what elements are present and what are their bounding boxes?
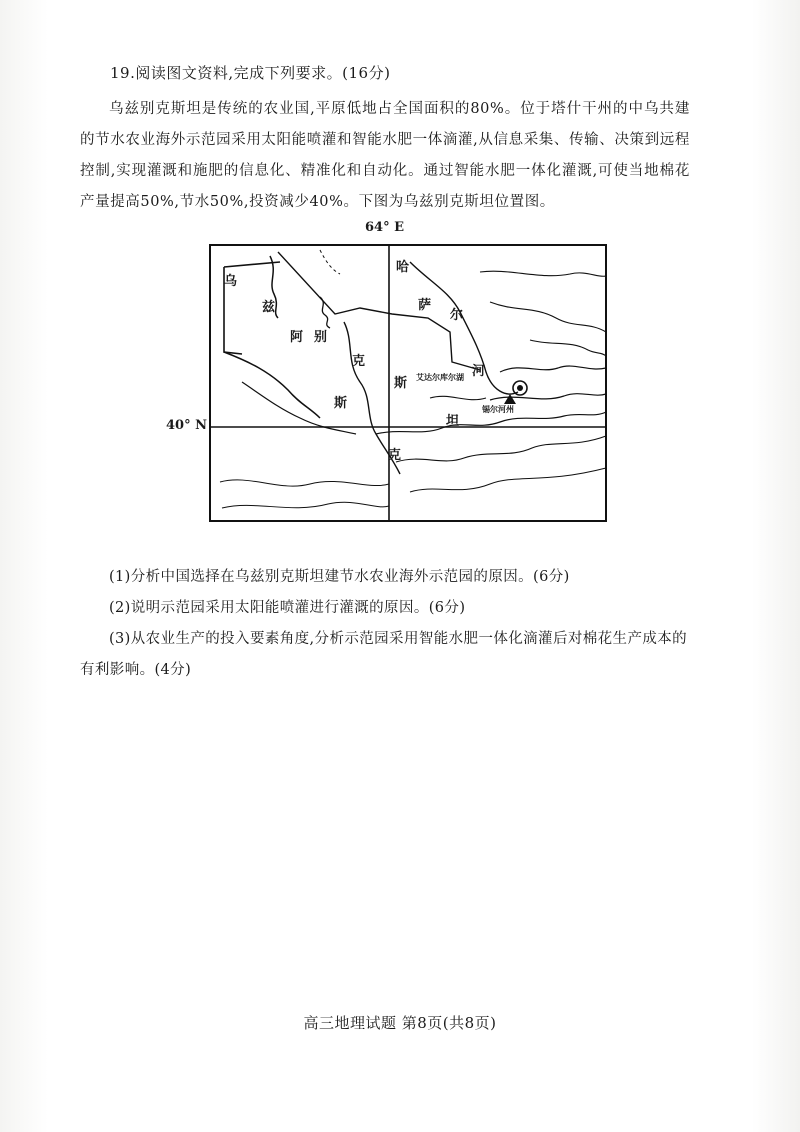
question-intro: 乌兹别克斯坦是传统的农业国,平原低地占全国面积的80%。位于塔什干州的中乌共建的节水农业海外示范园采用太阳能喷灌和智能水肥一体滴灌,从信息采集、传输、决策到远程控制,实现灌溉和施肥的信息化、精准化和自动化。通过智能水肥一体化灌溉,可使当地棉花产量提高50%,节水50%,投资减少40%。下图为乌兹别克斯坦位置图。 bbox=[80, 101, 690, 210]
south-river-1 bbox=[396, 436, 606, 462]
label-sa: 萨 bbox=[418, 298, 432, 313]
question-title: 19.阅读图文资料,完成下列要求。(16分) bbox=[110, 64, 391, 82]
label-han: 哈 bbox=[396, 260, 410, 275]
latitude-label: 40° N bbox=[166, 418, 207, 433]
ne-river-3 bbox=[530, 340, 606, 356]
aral-east bbox=[320, 297, 330, 328]
label-wu: 乌 bbox=[224, 274, 238, 289]
south-river-4 bbox=[222, 502, 389, 508]
label-zi: 兹 bbox=[262, 300, 276, 315]
lake-outline bbox=[430, 396, 486, 399]
sub-questions bbox=[80, 562, 690, 686]
label-syrdarya-oblast: 锡尔河州 bbox=[482, 404, 514, 414]
south-river-3 bbox=[220, 480, 389, 486]
uzbekistan-location-map bbox=[160, 222, 620, 527]
ne-river-2 bbox=[490, 302, 606, 332]
label-tan: 坦 bbox=[446, 414, 460, 429]
south-river-2 bbox=[410, 468, 606, 492]
sub-question-2: (2)说明示范园采用太阳能喷灌进行灌溉的原因。(6分) bbox=[109, 600, 466, 616]
sw-coast bbox=[224, 352, 320, 418]
ne-river-1 bbox=[480, 271, 606, 276]
south-border bbox=[376, 412, 606, 434]
label-ke: 克 bbox=[352, 354, 366, 369]
label-ke2: 克 bbox=[388, 448, 402, 463]
map-drawing bbox=[160, 222, 620, 527]
longitude-label: 64° E bbox=[365, 220, 405, 235]
label-er: 尔 bbox=[450, 308, 464, 323]
label-bie: 别 bbox=[314, 330, 328, 345]
label-si2: 斯 bbox=[334, 396, 348, 411]
label-aidaerku-lake: 艾达尔库尔湖 bbox=[416, 372, 464, 382]
label-a: 阿 bbox=[290, 330, 304, 345]
sub-question-3: (3)从农业生产的投入要素角度,分析示范园采用智能水肥一体化滴灌后对棉花生产成本的有利影响。(4分) bbox=[80, 631, 688, 678]
label-si1: 斯 bbox=[394, 376, 408, 391]
tashkent-marker-dot bbox=[517, 385, 523, 391]
page-footer: 高三地理试题 第8页(共8页) bbox=[303, 1014, 497, 1032]
map-frame bbox=[210, 245, 606, 521]
dashed-river bbox=[320, 250, 340, 274]
demo-site-marker bbox=[504, 394, 516, 404]
fergana-north bbox=[500, 366, 606, 372]
label-he: 河 bbox=[472, 364, 486, 379]
sub-question-1: (1)分析中国选择在乌兹别克斯坦建节水农业海外示范园的原因。(6分) bbox=[109, 569, 570, 585]
